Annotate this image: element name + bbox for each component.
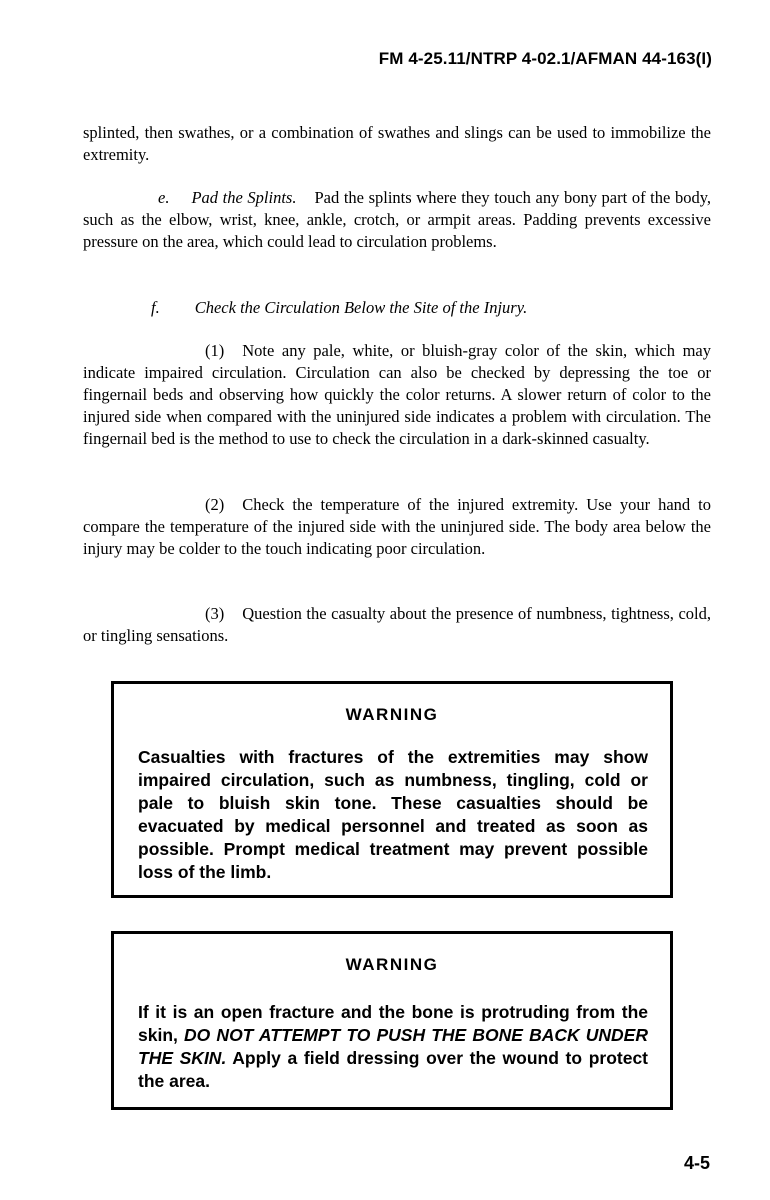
subparagraph-label: (3) [205, 604, 225, 623]
warning-box-open-fracture [111, 931, 673, 1110]
paragraph-continuation: splinted, then swathes, or a combination of swathes and slings can be used to immobilize the extremity. [83, 123, 711, 164]
warning-title: WARNING [345, 955, 439, 974]
warning-text-after: Apply a field dressing over the wound to protect the area. [138, 1048, 648, 1091]
paragraph-heading: Check the Circulation Below the Site of the Injury. [194, 298, 528, 317]
subparagraph-text: Question the casualty about the presence of numbness, tightness, cold, or tingling sensations. [83, 604, 711, 645]
paragraph-check-circulation [83, 297, 770, 319]
paragraph-label: f. [151, 298, 160, 317]
paragraph-text: Pad the splints where they touch any bony part of the body, such as the elbow, wrist, knee, ankle, crotch, or armpit areas. Padding prevents excessive pressure on the area, which could lead to circulation problems. [83, 188, 711, 251]
warning-text-emphasis: DO NOT ATTEMPT TO PUSH THE BONE BACK UNDER THE SKIN. [138, 1025, 648, 1068]
paragraph-label: e. [158, 188, 170, 207]
subparagraph-text: Check the temperature of the injured extremity. Use your hand to compare the temperature of the injured side with the uninjured side. The body area below the injury may be colder to the touch indicating poor circulation. [83, 495, 711, 558]
warning-text: Casualties with fractures of the extremities may show impaired circulation, such as numbness, tingling, cold or pale to bluish skin tone. These casualties should be evacuated by medical personnel and treated as soon as possible. Prompt medical treatment may prevent possible loss of the limb. [138, 747, 648, 882]
paragraph-heading: Pad the Splints. [191, 188, 297, 207]
warning-text [138, 1001, 648, 1093]
warning-title: WARNING [345, 705, 439, 724]
subparagraph-3 [83, 603, 711, 647]
subparagraph-label: (2) [205, 495, 225, 514]
subparagraph-1 [83, 340, 711, 450]
subparagraph-label: (1) [205, 341, 225, 360]
warning-text-before: If it is an open fracture and the bone is protruding from the skin, [138, 1002, 648, 1045]
paragraph-pad-splints [83, 187, 711, 253]
page-number: 4-5 [683, 1153, 710, 1173]
document-header: FM 4-25.11/NTRP 4-02.1/AFMAN 44-163(I) [378, 49, 712, 68]
subparagraph-2 [83, 494, 711, 560]
subparagraph-text: Note any pale, white, or bluish-gray color of the skin, which may indicate impaired circulation. Circulation can also be checked by depressing the toe or fingernail beds and observing how quickly the color returns. A slower return of color to the injured side when compared with the uninjured side indicates a problem with circulation. The fingernail bed is the method to use to check the circulation in a dark-skinned casualty. [83, 341, 711, 448]
warning-box-circulation [111, 681, 673, 898]
